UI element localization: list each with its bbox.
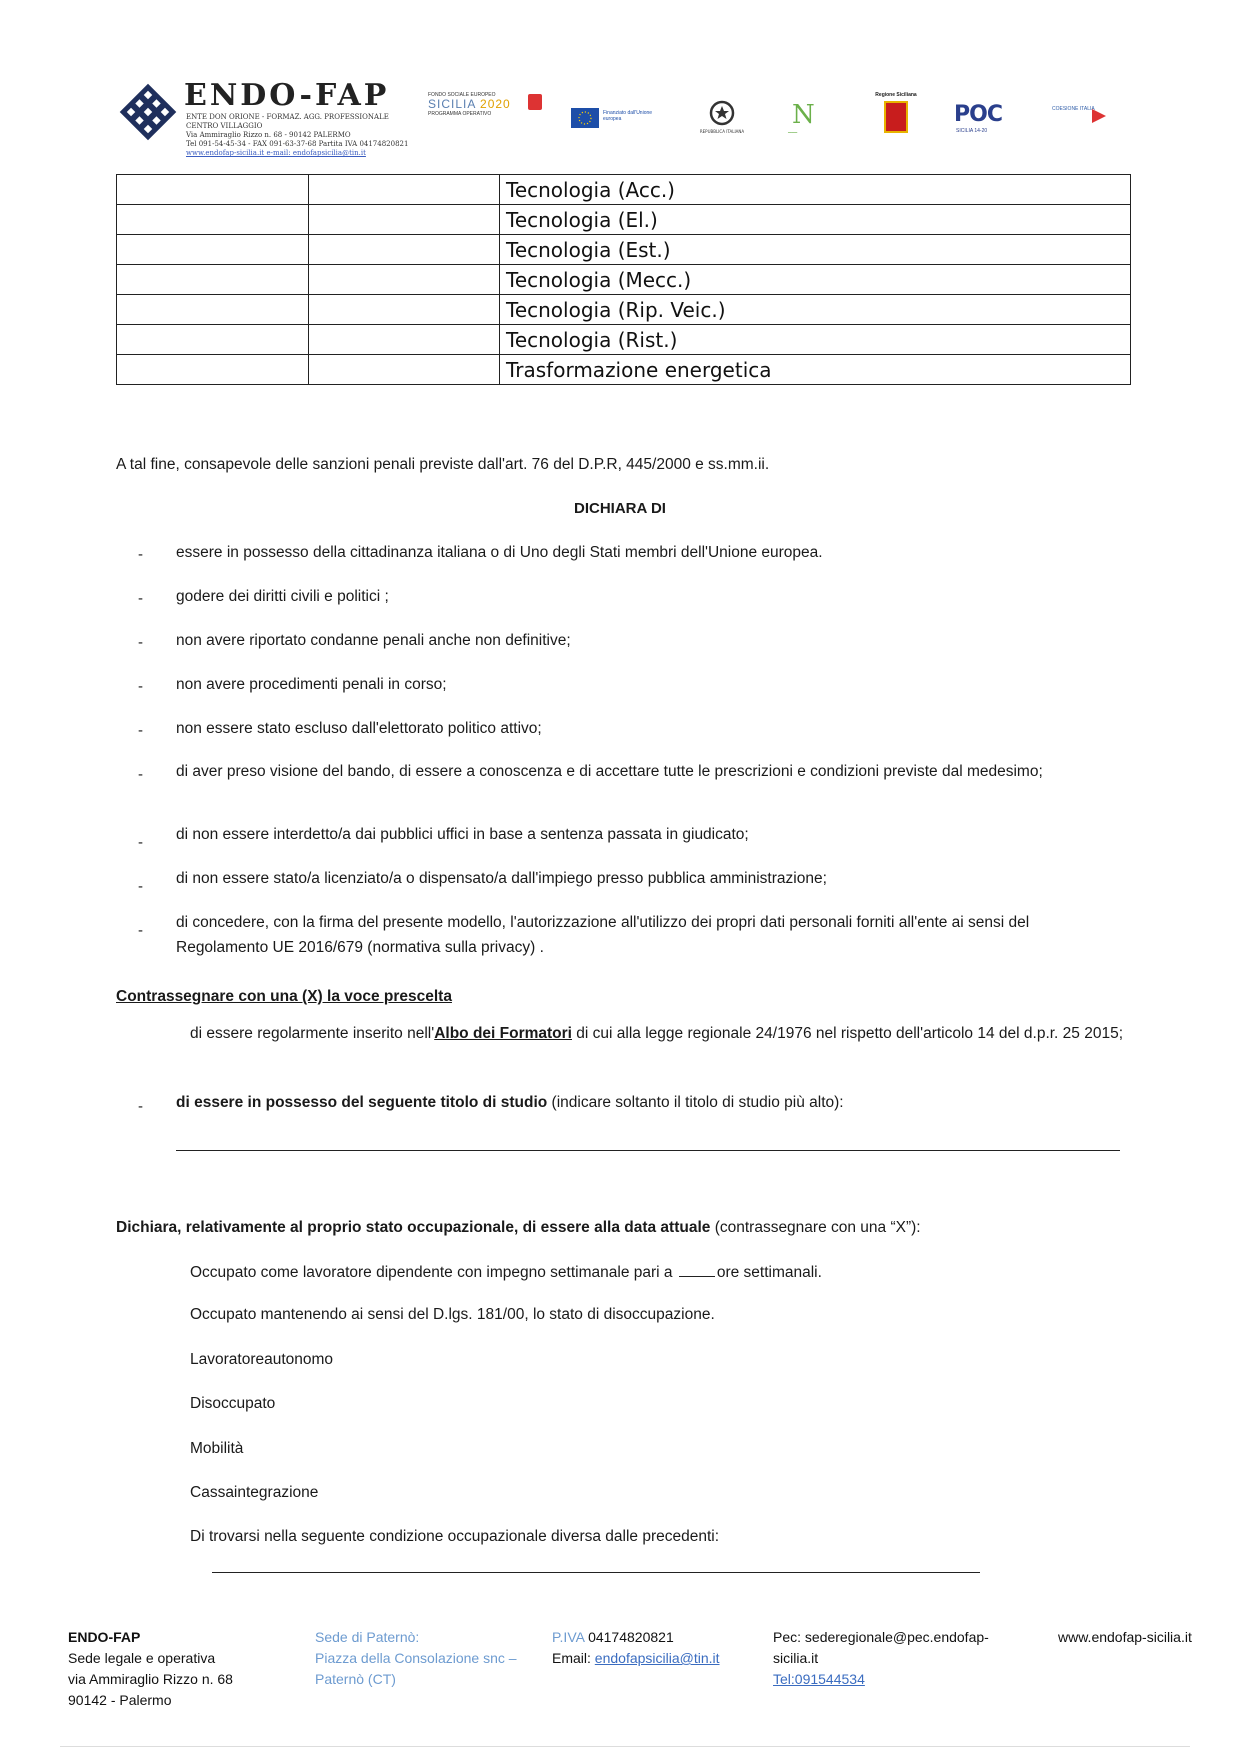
table-cell[interactable] xyxy=(309,175,500,205)
poc-sub-label: SICILIA 14-20 xyxy=(956,128,988,134)
logo-title: ENDO-FAP xyxy=(184,78,390,113)
albo-text-before: di essere regolarmente inserito nell' xyxy=(190,1025,435,1042)
occupation-option[interactable]: Cassaintegrazione xyxy=(190,1484,319,1501)
italian-emblem-icon xyxy=(700,98,744,136)
albo-option[interactable] xyxy=(190,1021,1125,1046)
bullet-dash-icon: - xyxy=(138,766,143,783)
sicilia-shield-icon xyxy=(528,94,542,110)
list-item: non essere stato escluso dall'elettorato politico attivo; xyxy=(176,720,542,737)
occupation-intro-bold: Dichiara, relativamente al proprio stato occupazionale, di essere alla data attuale xyxy=(116,1219,711,1236)
footer-org-name: ENDO-FAP xyxy=(68,1629,141,1645)
table-cell[interactable] xyxy=(117,325,309,355)
subject-cell: Tecnologia (Rist.) xyxy=(500,325,1131,355)
subject-cell: Tecnologia (Rip. Veic.) xyxy=(500,295,1131,325)
bullet-dash-icon: - xyxy=(138,634,143,651)
n-logo-letter-icon: N xyxy=(792,100,815,130)
list-item: di concedere, con la firma del presente modello, l'autorizzazione all'utilizzo dei propri dati personali forniti all'ente ai sensi del Regolamento UE 2016/679 (normativa sulla privacy) . xyxy=(176,914,1030,956)
other-condition-input-line[interactable] xyxy=(212,1572,980,1573)
table-row xyxy=(117,295,1131,325)
coesione-arrow-icon xyxy=(1092,109,1106,123)
logo-line: Tel 091-54-45-34 - FAX 091-63-37-68 Partita IVA 04174820821 xyxy=(186,140,409,148)
logo-line: CENTRO VILLAGGIO xyxy=(186,122,263,130)
repubblica-italiana-logo xyxy=(700,98,744,136)
eu-funding-logo xyxy=(571,108,659,130)
titolo-option xyxy=(176,1090,1121,1115)
occupation-option-text: Occupato come lavoratore dipendente con impegno settimanale pari a xyxy=(190,1264,673,1281)
subject-cell: Trasformazione energetica xyxy=(500,355,1131,385)
table-cell[interactable] xyxy=(117,295,309,325)
logo-line: www.endofap-sicilia.it e-mail: endofapsicilia@tin.it xyxy=(186,149,366,157)
eu-logo-text: Finanziato dall'Unione europea xyxy=(603,110,653,122)
repubblica-label: REPUBBLICA ITALIANA xyxy=(700,129,744,134)
occupation-option-employee[interactable] xyxy=(190,1262,822,1282)
footer-contacts xyxy=(552,1627,720,1669)
list-item: godere dei diritti civili e politici ; xyxy=(176,588,389,605)
table-cell[interactable] xyxy=(309,355,500,385)
eu-flag-icon xyxy=(571,108,599,128)
mark-instruction: Contrassegnare con una (X) la voce prescelta xyxy=(116,988,452,1005)
albo-text-after: di cui alla legge regionale 24/1976 nel rispetto dell'articolo 14 del d.p.r. 25 2015; xyxy=(572,1025,1124,1042)
list-item: non avere procedimenti penali in corso; xyxy=(176,676,447,693)
table-row xyxy=(117,235,1131,265)
bullet-dash-icon: - xyxy=(138,546,143,563)
table-cell[interactable] xyxy=(309,325,500,355)
occupation-option-text: ore settimanali. xyxy=(716,1264,822,1281)
footer-pec xyxy=(773,1627,1013,1690)
endofap-logo-icon xyxy=(118,82,178,142)
n-logo-mark-icon: ▁▁▁ xyxy=(788,128,798,133)
subject-cell: Tecnologia (El.) xyxy=(500,205,1131,235)
table-cell[interactable] xyxy=(309,205,500,235)
footer-sede-line: Paternò (CT) xyxy=(315,1671,396,1687)
footer-sede xyxy=(315,1627,517,1690)
footer-sede-line: Piazza della Consolazione snc – xyxy=(315,1650,517,1666)
footer-org-line: 90142 - Palermo xyxy=(68,1692,172,1708)
table-cell[interactable] xyxy=(309,235,500,265)
table-row xyxy=(117,325,1131,355)
list-item: di non essere interdetto/a dai pubblici uffici in base a sentenza passata in giudicato; xyxy=(176,826,749,843)
sicilia-2020-logo xyxy=(428,92,544,118)
occupation-option[interactable]: Mobilità xyxy=(190,1440,244,1457)
titolo-rest-text: (indicare soltanto il titolo di studio più alto): xyxy=(547,1094,844,1111)
hours-input-line[interactable] xyxy=(679,1262,715,1277)
table-cell[interactable] xyxy=(309,265,500,295)
bullet-dash-icon: - xyxy=(138,834,143,851)
footer-org xyxy=(68,1627,233,1711)
n-logo xyxy=(788,100,838,134)
regione-siciliana-logo xyxy=(874,92,918,140)
poc-label: POC xyxy=(954,102,1002,127)
pec-line: Pec: sederegionale@pec.endofap- xyxy=(773,1629,989,1645)
bullet-dash-icon: - xyxy=(138,678,143,695)
bottom-divider xyxy=(60,1746,1190,1747)
email-link[interactable]: endofapsicilia@tin.it xyxy=(594,1650,720,1666)
logo-line: ENTE DON ORIONE - FORMAZ. AGG. PROFESSIONALE xyxy=(186,113,389,121)
occupation-intro-rest: (contrassegnare con una “X”): xyxy=(710,1219,921,1236)
footer-org-line: via Ammiraglio Rizzo n. 68 xyxy=(68,1671,233,1687)
footer-piva xyxy=(552,1627,720,1648)
regione-crest-icon xyxy=(884,101,908,133)
occupation-option[interactable]: Lavoratoreautonomo xyxy=(190,1351,334,1368)
footer-email xyxy=(552,1648,720,1669)
table-cell[interactable] xyxy=(309,295,500,325)
list-item: di aver preso visione del bando, di essere a conoscenza e di accettare tutte le prescrizioni e condizioni previste dal medesimo; xyxy=(176,763,1043,780)
table-cell[interactable] xyxy=(117,235,309,265)
sicilia-logo-bottom: PROGRAMMA OPERATIVO xyxy=(428,111,492,117)
bullet-dash-icon: - xyxy=(138,878,143,895)
list-item: essere in possesso della cittadinanza italiana o di Uno degli Stati membri dell'Unione europea. xyxy=(176,544,823,561)
regione-label: Regione Siciliana xyxy=(875,92,917,98)
footer-website[interactable]: www.endofap-sicilia.it xyxy=(1058,1629,1192,1645)
table-row xyxy=(117,265,1131,295)
pec-line: sicilia.it xyxy=(773,1650,819,1666)
occupation-option[interactable]: Di trovarsi nella seguente condizione occupazionale diversa dalle precedenti: xyxy=(190,1528,720,1545)
subject-cell: Tecnologia (Est.) xyxy=(500,235,1131,265)
table-cell[interactable] xyxy=(117,265,309,295)
email-label: Email: xyxy=(552,1650,595,1666)
table-cell[interactable] xyxy=(117,355,309,385)
subject-table xyxy=(116,174,1131,385)
table-cell[interactable] xyxy=(117,175,309,205)
bullet-dash-icon: - xyxy=(138,1098,143,1115)
premise-text: A tal fine, consapevole delle sanzioni penali previste dall'art. 76 del D.P.R, 445/2000 e ss.mm.ii. xyxy=(116,456,770,473)
logo-line: Via Ammiraglio Rizzo n. 68 - 90142 PALERMO xyxy=(186,131,351,139)
table-row xyxy=(117,205,1131,235)
table-cell[interactable] xyxy=(117,205,309,235)
tel-link[interactable]: Tel:091544534 xyxy=(773,1671,865,1687)
bullet-dash-icon: - xyxy=(138,722,143,739)
coesione-label: COESIONE ITALIA xyxy=(1052,106,1095,112)
bullet-dash-icon: - xyxy=(138,590,143,607)
footer-org-line: Sede legale e operativa xyxy=(68,1650,216,1666)
table-row xyxy=(117,355,1131,385)
subject-cell: Tecnologia (Mecc.) xyxy=(500,265,1131,295)
occupation-option[interactable]: Occupato mantenendo ai sensi del D.lgs. 181/00, lo stato di disoccupazione. xyxy=(190,1306,715,1323)
declare-heading: DICHIARA DI xyxy=(574,500,666,517)
sicilia-logo-top: FONDO SOCIALE EUROPEO xyxy=(428,92,496,98)
list-item: non avere riportato condanne penali anche non definitive; xyxy=(176,632,571,649)
occupation-option[interactable]: Disoccupato xyxy=(190,1395,276,1412)
piva-value: 04174820821 xyxy=(584,1629,674,1645)
table-row xyxy=(117,175,1131,205)
footer-sede-line: Sede di Paternò: xyxy=(315,1629,420,1645)
albo-link-text: Albo dei Formatori xyxy=(434,1025,572,1042)
titolo-input-line[interactable] xyxy=(176,1150,1120,1151)
list-item: di non essere stato/a licenziato/a o dispensato/a dall'impiego presso pubblica amministrazione; xyxy=(176,870,827,887)
sicilia-logo-name: SICILIA 2020 xyxy=(428,97,511,111)
occupation-intro xyxy=(116,1219,921,1237)
coesione-logo xyxy=(1052,106,1110,126)
bullet-dash-icon: - xyxy=(138,922,143,939)
subject-cell: Tecnologia (Acc.) xyxy=(500,175,1131,205)
piva-label: P.IVA xyxy=(552,1629,585,1645)
poc-logo xyxy=(954,102,1006,136)
titolo-bold-text: di essere in possesso del seguente titolo di studio xyxy=(176,1094,548,1111)
